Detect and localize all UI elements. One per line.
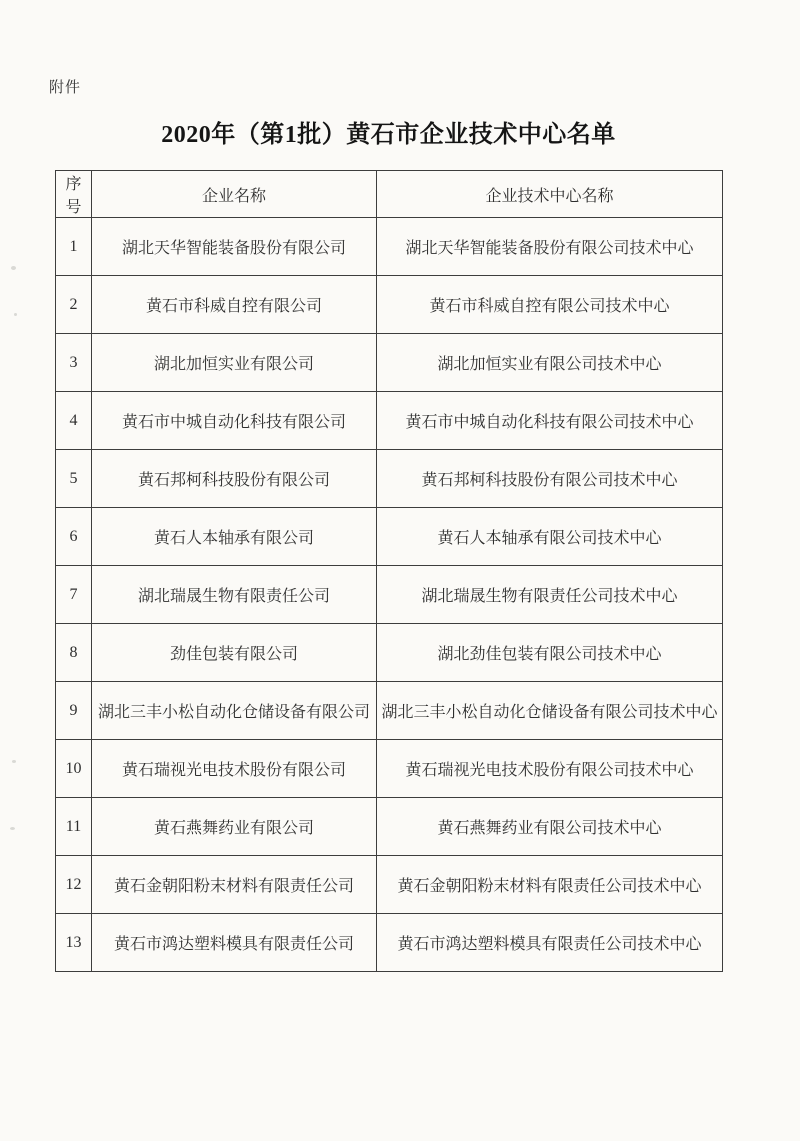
cell-center-name: 湖北劲佳包装有限公司技术中心 — [377, 624, 723, 682]
scan-artifact — [11, 266, 16, 270]
scan-artifact — [12, 760, 16, 763]
cell-company-name: 黄石市中城自动化科技有限公司 — [92, 392, 377, 450]
table-row — [56, 682, 723, 740]
table-row — [56, 914, 723, 972]
cell-serial-number: 2 — [56, 276, 92, 334]
cell-serial-number: 7 — [56, 566, 92, 624]
scan-artifact — [14, 313, 17, 316]
cell-serial-number: 10 — [56, 740, 92, 798]
cell-company-name: 黄石瑞视光电技术股份有限公司 — [92, 740, 377, 798]
cell-company-name: 黄石金朝阳粉末材料有限责任公司 — [92, 856, 377, 914]
cell-center-name: 湖北加恒实业有限公司技术中心 — [377, 334, 723, 392]
cell-center-name: 黄石瑞视光电技术股份有限公司技术中心 — [377, 740, 723, 798]
cell-center-name: 黄石市科威自控有限公司技术中心 — [377, 276, 723, 334]
cell-center-name: 湖北天华智能装备股份有限公司技术中心 — [377, 218, 723, 276]
cell-company-name: 黄石人本轴承有限公司 — [92, 508, 377, 566]
cell-center-name: 黄石燕舞药业有限公司技术中心 — [377, 798, 723, 856]
header-serial-number: 序号 — [56, 171, 92, 218]
cell-serial-number: 6 — [56, 508, 92, 566]
cell-company-name: 黄石市鸿达塑料模具有限责任公司 — [92, 914, 377, 972]
cell-serial-number: 13 — [56, 914, 92, 972]
table-row — [56, 624, 723, 682]
cell-company-name: 黄石市科威自控有限公司 — [92, 276, 377, 334]
cell-serial-number: 12 — [56, 856, 92, 914]
scan-artifact — [10, 827, 15, 830]
cell-center-name: 湖北三丰小松自动化仓储设备有限公司技术中心 — [377, 682, 723, 740]
header-center-name: 企业技术中心名称 — [377, 171, 723, 218]
header-company-name: 企业名称 — [92, 171, 377, 218]
cell-center-name: 湖北瑞晟生物有限责任公司技术中心 — [377, 566, 723, 624]
cell-center-name: 黄石市鸿达塑料模具有限责任公司技术中心 — [377, 914, 723, 972]
cell-company-name: 劲佳包装有限公司 — [92, 624, 377, 682]
attachment-label: 附件 — [49, 80, 82, 96]
table-row — [56, 740, 723, 798]
table-header-row — [56, 171, 723, 218]
cell-company-name: 湖北加恒实业有限公司 — [92, 334, 377, 392]
cell-company-name: 湖北瑞晟生物有限责任公司 — [92, 566, 377, 624]
cell-serial-number: 3 — [56, 334, 92, 392]
cell-serial-number: 4 — [56, 392, 92, 450]
cell-serial-number: 1 — [56, 218, 92, 276]
table-row — [56, 798, 723, 856]
table-row — [56, 276, 723, 334]
page-title: 2020年（第1批）黄石市企业技术中心名单 — [161, 122, 616, 148]
cell-serial-number: 8 — [56, 624, 92, 682]
cell-center-name: 黄石人本轴承有限公司技术中心 — [377, 508, 723, 566]
cell-company-name: 湖北天华智能装备股份有限公司 — [92, 218, 377, 276]
cell-company-name: 湖北三丰小松自动化仓储设备有限公司 — [92, 682, 377, 740]
cell-company-name: 黄石燕舞药业有限公司 — [92, 798, 377, 856]
cell-serial-number: 11 — [56, 798, 92, 856]
cell-serial-number: 5 — [56, 450, 92, 508]
cell-center-name: 黄石邦柯科技股份有限公司技术中心 — [377, 450, 723, 508]
tech-center-table — [55, 170, 723, 972]
cell-center-name: 黄石金朝阳粉末材料有限责任公司技术中心 — [377, 856, 723, 914]
table-row — [56, 218, 723, 276]
table-row — [56, 856, 723, 914]
cell-center-name: 黄石市中城自动化科技有限公司技术中心 — [377, 392, 723, 450]
table-row — [56, 566, 723, 624]
cell-company-name: 黄石邦柯科技股份有限公司 — [92, 450, 377, 508]
table-row — [56, 508, 723, 566]
table-row — [56, 450, 723, 508]
table-row — [56, 334, 723, 392]
table-row — [56, 392, 723, 450]
cell-serial-number: 9 — [56, 682, 92, 740]
